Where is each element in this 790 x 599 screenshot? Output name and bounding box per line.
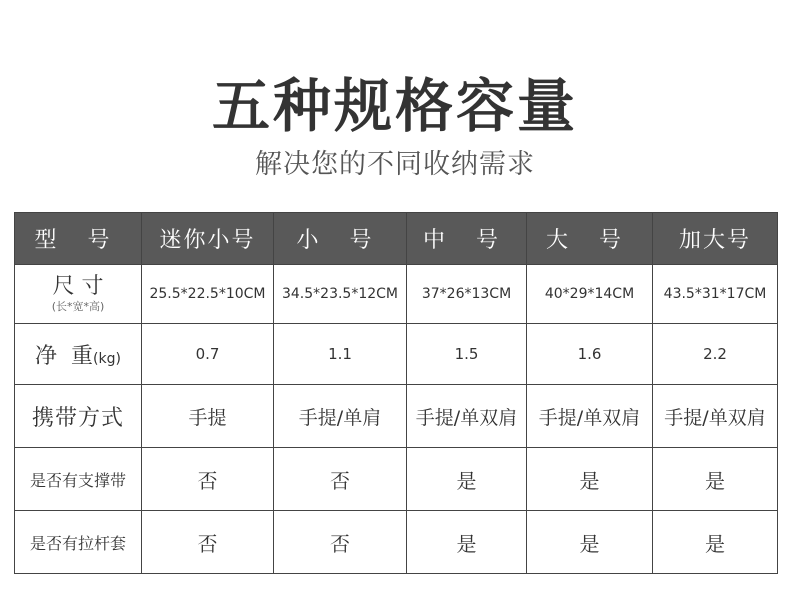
table-cell: 否 [274,511,407,574]
row-label-size [15,265,142,324]
table-cell: 0.7 [142,324,274,385]
row-label-support: 是否有支撑带 [15,448,142,511]
row-label-weight-text: 净 重 [35,343,94,369]
header-cell-small: 小 号 [274,213,407,265]
header-cell-mini: 迷你小号 [142,213,274,265]
table-cell: 是 [407,448,527,511]
header-cell-large: 大 号 [527,213,653,265]
table-cell: 否 [142,448,274,511]
table-cell: 是 [653,511,778,574]
row-label-weight [15,324,142,385]
table-cell: 是 [527,448,653,511]
header-cell-medium: 中 号 [407,213,527,265]
row-label-size-sub: (长*宽*高) [51,300,105,313]
table-header-row [15,213,778,265]
table-row-carry [15,385,778,448]
table-cell: 40*29*14CM [527,265,653,324]
table-cell: 手提/单肩 [274,385,407,448]
header-cell-model: 型 号 [15,213,142,265]
table-cell: 43.5*31*17CM [653,265,778,324]
page-title: 五种规格容量 [211,72,578,140]
table-cell: 手提/单双肩 [527,385,653,448]
table-cell: 否 [274,448,407,511]
table-cell: 1.6 [527,324,653,385]
row-label-weight-unit: (kg) [93,350,121,367]
page-subtitle: 解决您的不同收纳需求 [255,149,535,180]
table-cell: 2.2 [653,324,778,385]
table-cell: 是 [407,511,527,574]
table-cell: 1.5 [407,324,527,385]
table-row-weight [15,324,778,385]
row-label-carry: 携带方式 [15,385,142,448]
row-label-rod: 是否有拉杆套 [15,511,142,574]
table-cell: 37*26*13CM [407,265,527,324]
table-row-size [15,265,778,324]
table-row-rod [15,511,778,574]
table-cell: 手提/单双肩 [653,385,778,448]
table-cell: 手提 [142,385,274,448]
table-row-support [15,448,778,511]
spec-table [14,212,778,574]
row-label-size-text: 尺 寸 [52,274,104,299]
header-cell-xlarge: 加大号 [653,213,778,265]
table-cell: 是 [653,448,778,511]
table-cell: 34.5*23.5*12CM [274,265,407,324]
table-cell: 1.1 [274,324,407,385]
table-cell: 是 [527,511,653,574]
table-cell: 手提/单双肩 [407,385,527,448]
table-cell: 25.5*22.5*10CM [142,265,274,324]
table-cell: 否 [142,511,274,574]
